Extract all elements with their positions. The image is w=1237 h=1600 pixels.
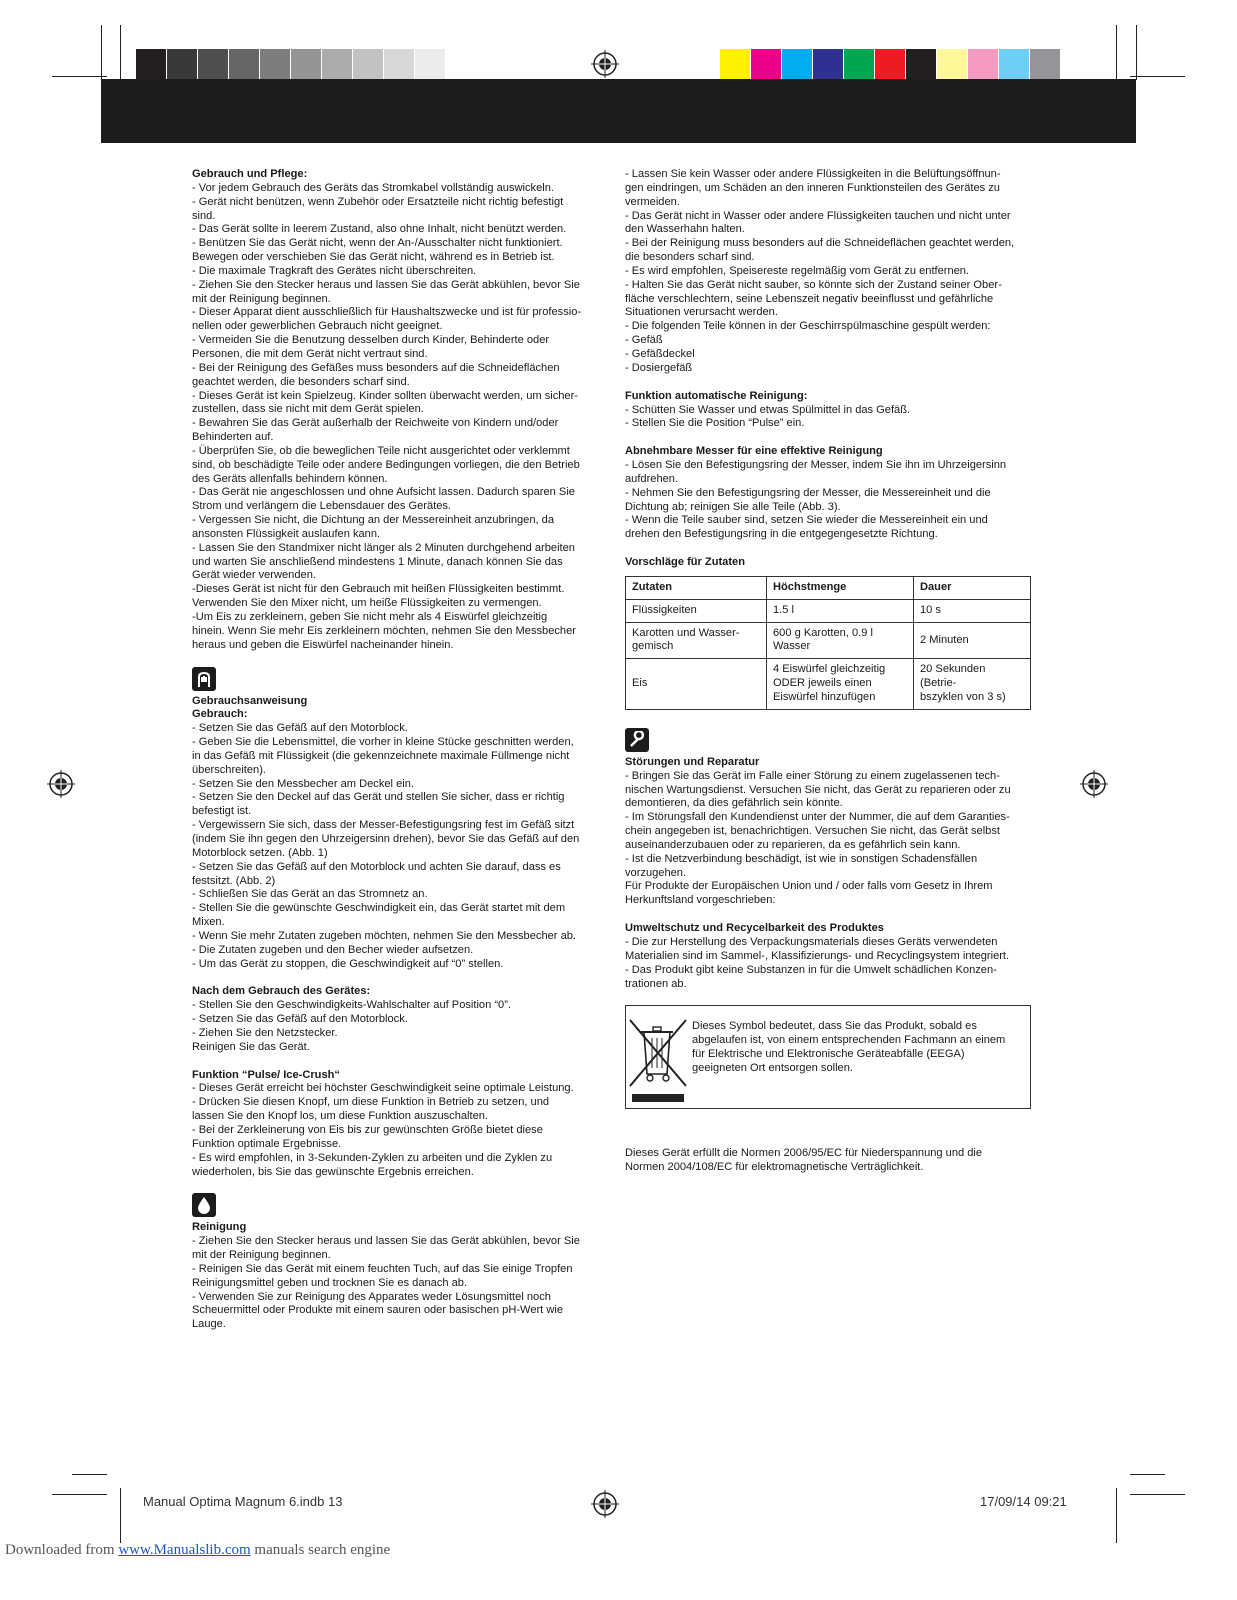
text-line: - Es wird empfohlen, Speisereste regelmäßig vom Gerät zu entfernen. xyxy=(625,264,970,277)
section-heading: Funktion “Pulse/ Ice-Crush“ xyxy=(192,1068,340,1081)
manualslib-link[interactable]: www.Manualslib.com xyxy=(118,1542,251,1558)
text-line: - Halten Sie das Gerät nicht sauber, so könnte sich der Zustand seiner Ober- xyxy=(625,278,1002,291)
section-heading: Gebrauchsanweisung xyxy=(192,694,308,707)
table-cell: 1.5 l xyxy=(767,599,914,622)
text-line: für Elektrische und Elektronische Geräteabfälle (EEGA) xyxy=(692,1048,965,1061)
text-line: - Wenn Sie mehr Zutaten zugeben möchten, nehmen Sie den Messbecher ab. xyxy=(192,929,576,942)
color-swatch xyxy=(751,49,782,81)
crop-mark xyxy=(101,25,102,80)
text-line: sind, ob beschädigte Teile oder andere Bedingungen vorliegen, die den Betrieb xyxy=(192,458,580,471)
color-swatch xyxy=(167,49,198,81)
text-line: sind. xyxy=(192,209,216,222)
text-line: fläche verschlechtern, seine Lebenszeit negativ beeinflusst und gefährliche xyxy=(625,292,994,305)
download-source-bar xyxy=(5,1542,390,1559)
registration-mark-icon xyxy=(1080,770,1108,798)
text-line: hinein. Wenn Sie mehr Eis zerkleinern möchten, nehmen Sie den Messbecher xyxy=(192,624,576,637)
text-line: in das Gefäß mit Flüssigkeit (die gekennzeichnete maximale Füllmenge nicht xyxy=(192,749,570,762)
text-line: Funktion optimale Ergebnisse. xyxy=(192,1137,342,1150)
section-body xyxy=(192,722,602,971)
text-line: - Lösen Sie den Befestigungsring der Messer, indem Sie ihn im Uhrzeigersinn xyxy=(625,459,1007,472)
crop-mark xyxy=(1116,1488,1117,1543)
crop-mark xyxy=(1130,1494,1185,1495)
text-line: - Stellen Sie die gewünschte Geschwindigkeit ein, das Gerät startet mit dem xyxy=(192,902,566,915)
color-calibration-bar xyxy=(720,49,1061,81)
text-line: - Schließen Sie das Gerät an das Stromnetz an. xyxy=(192,888,428,901)
text-line: - Setzen Sie den Deckel auf das Gerät und stellen Sie sicher, dass er richtig xyxy=(192,791,565,804)
text-line: - Das Gerät sollte in leerem Zustand, also ohne Inhalt, nicht benützt werden. xyxy=(192,223,567,236)
text-line: geeigneten Ort entsorgen sollen. xyxy=(692,1061,853,1074)
text-line: - Setzen Sie den Messbecher am Deckel ein. xyxy=(192,777,414,790)
crop-mark xyxy=(120,1488,121,1543)
table-header-cell: Dauer xyxy=(914,576,1031,599)
weee-text xyxy=(692,1020,1022,1075)
table-cell: 4 Eiswürfel gleichzeitig ODER jeweils einen Eiswürfel hinzufügen xyxy=(767,659,914,710)
text-line: - Ziehen Sie den Netzstecker. xyxy=(192,1026,338,1039)
text-line: - Verwenden Sie zur Reinigung des Apparates weder Lösungsmittel noch xyxy=(192,1290,551,1303)
table-cell: 600 g Karotten, 0.9 l Wasser xyxy=(767,622,914,659)
table-cell: 2 Minuten xyxy=(914,622,1031,659)
footer-file-info: Manual Optima Magnum 6.indb 13 xyxy=(143,1494,343,1509)
text-line: - Dosiergefäß xyxy=(625,361,693,374)
text-line: auseinanderzubauen oder zu reparieren, da es gefährlich sein kann. xyxy=(625,838,961,851)
text-line: Bewegen oder verschieben Sie das Gerät nicht, während es in Betrieb ist. xyxy=(192,251,555,264)
text-line: - Gerät nicht benützen, wenn Zubehör oder Ersatzteile nicht richtig befestigt xyxy=(192,195,564,208)
text-line: festsitzt. (Abb. 2) xyxy=(192,874,276,887)
table-row xyxy=(626,622,1031,659)
section-body xyxy=(192,1082,602,1179)
color-swatch xyxy=(415,49,446,81)
color-swatch xyxy=(968,49,999,81)
color-swatch xyxy=(198,49,229,81)
text-line: - Im Störungsfall den Kundendienst unter der Nummer, die auf dem Garanties- xyxy=(625,811,1010,824)
text-line: (indem Sie ihn gegen den Uhrzeigersinn drehen), bevor Sie das Gefäß auf den xyxy=(192,832,580,845)
text-line: aufdrehen. xyxy=(625,472,679,485)
text-line: - Vermeiden Sie die Benutzung desselben durch Kinder, Behinderte oder xyxy=(192,334,550,347)
text-line: heraus und geben die Eiswürfel nacheinander hinein. xyxy=(192,638,454,651)
text-line: - Drücken Sie diesen Knopf, um diese Funktion in Betrieb zu setzen, und xyxy=(192,1096,550,1109)
text-line: - Lassen Sie kein Wasser oder andere Flüssigkeiten in die Belüftungsöffnun- xyxy=(625,168,1001,180)
text-line: - Bei der Reinigung muss besonders auf die Schneideflächen geachtet werden, xyxy=(625,237,1015,250)
text-line: - Setzen Sie das Gefäß auf den Motorblock. xyxy=(192,1013,408,1026)
text-line: Situationen verursacht werden. xyxy=(625,306,778,319)
section-heading: Vorschläge für Zutaten xyxy=(625,556,745,569)
text-line: Lauge. xyxy=(192,1318,226,1331)
text-line: Mixen. xyxy=(192,916,225,929)
text-line: - Das Gerät nie angeschlossen und ohne Aufsicht lassen. Dadurch sparen Sie xyxy=(192,486,575,499)
text-line: - Wenn die Teile sauber sind, setzen Sie wieder die Messereinheit ein und xyxy=(625,514,988,527)
table-header-cell: Zutaten xyxy=(626,576,767,599)
section-heading: Gebrauch und Pflege: xyxy=(192,168,308,180)
color-swatch xyxy=(875,49,906,81)
text-line: des Geräts allenfalls behindern können. xyxy=(192,472,388,485)
text-line: Verwenden Sie den Mixer nicht, um heiße Flüssigkeiten zu vermengen. xyxy=(192,597,542,610)
text-line: -Dieses Gerät ist nicht für den Gebrauch mit heißen Flüssigkeiten bestimmt. xyxy=(192,583,565,596)
text-line: -Um Eis zu zerkleinern, geben Sie nicht mehr als 4 Eiswürfel gleichzeitig xyxy=(192,611,548,623)
text-line: - Stellen Sie den Geschwindigkeits-Wahlschalter auf Position “0”. xyxy=(192,999,511,1012)
text-line: Für Produkte der Europäischen Union und / oder falls vom Gesetz in Ihrem xyxy=(625,880,993,893)
text-line: - Reinigen Sie das Gerät mit einem feuchten Tuch, auf das Sie einige Tropfen xyxy=(192,1262,573,1275)
text-line: zustellen, dass sie nicht mit dem Gerät spielen. xyxy=(192,403,424,416)
text-line: nellen oder gewerblichen Gebrauch nicht geeignet. xyxy=(192,320,443,333)
text-line: die besonders scharf sind. xyxy=(625,251,755,264)
color-swatch xyxy=(906,49,937,81)
crop-mark xyxy=(1116,25,1117,80)
text-line: Gerät wieder verwenden. xyxy=(192,569,316,582)
water-drop-icon xyxy=(192,1193,216,1217)
norms-text xyxy=(625,1147,1035,1175)
color-swatch xyxy=(813,49,844,81)
registration-mark-icon xyxy=(591,1490,619,1518)
text-line: Scheuermittel oder Produkte mit einem sauren oder basischen pH-Wert wie xyxy=(192,1304,563,1317)
repair-wrench-icon xyxy=(625,728,649,752)
color-swatch xyxy=(844,49,875,81)
table-cell: Karotten und Wasser- gemisch xyxy=(626,622,767,659)
text-line: - Setzen Sie das Gefäß auf den Motorblock. xyxy=(192,722,408,735)
text-line: wiederholen, bis Sie das gewünschte Ergebnis erreichen. xyxy=(192,1165,474,1178)
table-cell: Flüssigkeiten xyxy=(626,599,767,622)
text-line: - Vor jedem Gebrauch des Geräts das Stromkabel vollständig auswickeln. xyxy=(192,181,554,194)
text-line: - Vergessen Sie nicht, die Dichtung an der Messereinheit anzubringen, da xyxy=(192,514,554,527)
text-line: überschreiten). xyxy=(192,763,266,776)
registration-mark-icon xyxy=(591,50,619,78)
registration-mark-icon xyxy=(47,770,75,798)
text-line: nischen Wartungsdienst. Versuchen Sie nicht, das Gerät zu reparieren oder zu xyxy=(625,783,1011,796)
color-swatch xyxy=(136,49,167,81)
weee-notice-box xyxy=(625,1005,1031,1109)
table-header-row xyxy=(626,576,1031,599)
section-body xyxy=(192,1235,602,1332)
table-header-cell: Höchstmenge xyxy=(767,576,914,599)
text-line: Motorblock setzen. (Abb. 1) xyxy=(192,846,328,859)
text-line: Herkunftsland vorgeschrieben: xyxy=(625,894,776,907)
section-subheading: Gebrauch: xyxy=(192,708,248,721)
text-line: Personen, die mit dem Gerät nicht vertraut sind. xyxy=(192,347,428,360)
text-line: - Bringen Sie das Gerät im Falle einer Störung zu einem zugelassenen tech- xyxy=(625,769,1000,782)
crop-mark xyxy=(1136,25,1137,80)
text-line: - Bewahren Sie das Gerät außerhalb der Reichweite von Kindern und/oder xyxy=(192,417,559,430)
text-line: lassen Sie den Knopf los, um diese Funktion auszuschalten. xyxy=(192,1110,489,1123)
section-body xyxy=(192,999,602,1054)
text-line: vorzugehen. xyxy=(625,866,687,879)
section-body xyxy=(625,459,1035,542)
section-body xyxy=(625,168,1035,376)
text-line: Reinigungsmittel geben und trocknen Sie es danach ab. xyxy=(192,1276,468,1289)
text-line: Materialien sind im Sammel-, Klassifizierungs- und Recyclingsystem integriert. xyxy=(625,949,1010,962)
text-line: - Bei der Zerkleinerung von Eis bis zur gewünschten Größe bietet diese xyxy=(192,1124,543,1136)
table-row xyxy=(626,599,1031,622)
section-body xyxy=(192,182,602,653)
footer-datetime: 17/09/14 09:21 xyxy=(980,1494,1067,1509)
text-line: Strom und verlängern die Lebensdauer des Gerätes. xyxy=(192,500,452,513)
color-swatch xyxy=(291,49,322,81)
color-swatch xyxy=(446,49,477,81)
section-heading: Umweltschutz und Recycelbarkeit des Produktes xyxy=(625,922,884,935)
crop-mark xyxy=(1130,76,1185,77)
left-column xyxy=(192,168,602,1332)
text-line: - Dieses Gerät ist kein Spielzeug. Kinder sollten überwacht werden, um sicher- xyxy=(192,389,578,402)
text-line: - Geben Sie die Lebensmittel, die vorher in kleine Stücke geschnitten werden, xyxy=(192,736,574,749)
download-prefix: Downloaded from xyxy=(5,1542,115,1558)
ingredients-table xyxy=(625,576,1031,710)
text-line: - Setzen Sie das Gefäß auf den Motorblock und achten Sie darauf, dass es xyxy=(192,860,561,873)
color-swatch xyxy=(782,49,813,81)
section-heading: Funktion automatische Reinigung: xyxy=(625,389,808,402)
crop-mark xyxy=(52,1494,107,1495)
text-line: - Schütten Sie Wasser und etwas Spülmittel in das Gefäß. xyxy=(625,403,911,416)
section-heading: Abnehmbare Messer für eine effektive Reinigung xyxy=(625,445,883,458)
text-line: drehen den Befestigungsring in die entgegengesetzte Richtung. xyxy=(625,528,938,541)
text-line: - Nehmen Sie den Befestigungsring der Messer, die Messereinheit und die xyxy=(625,486,991,499)
text-line: Behinderten auf. xyxy=(192,431,274,444)
text-line: - Benützen Sie das Gerät nicht, wenn der An-/Ausschalter nicht funktioniert. xyxy=(192,237,563,250)
download-suffix: manuals search engine xyxy=(250,1542,391,1558)
header-bar xyxy=(101,79,1136,143)
section-body xyxy=(625,770,1035,908)
text-line: demontieren, da dies gefährlich sein könnte. xyxy=(625,797,843,810)
text-line: - Gefäß xyxy=(625,334,663,347)
text-line: - Lassen Sie den Standmixer nicht länger als 2 Minuten durchgehend arbeiten xyxy=(192,541,575,554)
text-line: - Die maximale Tragkraft des Gerätes nicht überschreiten. xyxy=(192,264,477,277)
text-line: mit der Reinigung beginnen. xyxy=(192,1249,331,1262)
text-line: Dichtung ab; reinigen Sie alle Teile (Abb. 3). xyxy=(625,500,841,513)
text-line: vermeiden. xyxy=(625,195,680,208)
text-line: - Das Produkt gibt keine Substanzen in für die Umwelt schädlichen Konzen- xyxy=(625,963,997,976)
text-line: und warten Sie anschließend mindestens 1 Minute, danach können Sie das xyxy=(192,555,563,568)
section-body xyxy=(625,936,1035,991)
text-line: trationen ab. xyxy=(625,977,687,990)
crop-mark xyxy=(52,76,107,77)
text-line: abgelaufen ist, von einem entsprechenden Fachmann an einem xyxy=(692,1034,1006,1047)
text-line: - Bei der Reinigung des Gefäßes muss besonders auf die Schneideflächen xyxy=(192,361,560,374)
text-line: ansonsten Flüssigkeit auslaufen kann. xyxy=(192,527,381,540)
text-line: - Die folgenden Teile können in der Geschirrspülmaschine gespült werden: xyxy=(625,320,991,333)
text-line: - Vergewissern Sie sich, dass der Messer-Befestigungsring fest im Gefäß sitzt xyxy=(192,819,575,832)
text-line: - Überprüfen Sie, ob die beweglichen Teile nicht ausgerichtet oder verklemmt xyxy=(192,444,570,457)
table-cell: 10 s xyxy=(914,599,1031,622)
color-swatch xyxy=(937,49,968,81)
text-line: Dieses Symbol bedeutet, dass Sie das Produkt, sobald es xyxy=(692,1020,977,1033)
crop-mark xyxy=(1130,1474,1165,1475)
text-line: - Dieser Apparat dient ausschließlich für Haushaltszwecke und ist für professio- xyxy=(192,306,582,319)
text-line: - Die zur Herstellung des Verpackungsmaterials dieses Geräts verwendeten xyxy=(625,935,998,948)
text-line: Reinigen Sie das Gerät. xyxy=(192,1040,310,1053)
text-line: - Die Zutaten zugeben und den Becher wieder aufsetzen. xyxy=(192,943,474,956)
color-swatch xyxy=(260,49,291,81)
table-row xyxy=(626,659,1031,710)
color-swatch xyxy=(720,49,751,81)
color-swatch xyxy=(322,49,353,81)
text-line: befestigt ist. xyxy=(192,805,252,818)
text-line: - Stellen Sie die Position “Pulse” ein. xyxy=(625,417,805,430)
table-cell: Eis xyxy=(626,659,767,710)
text-line: - Ziehen Sie den Stecker heraus und lassen Sie das Gerät abkühlen, bevor Sie xyxy=(192,1235,580,1248)
text-line: Dieses Gerät erfüllt die Normen 2006/95/EC für Niederspannung und die xyxy=(625,1147,983,1160)
crossed-bin-icon xyxy=(626,1016,692,1102)
text-line: den Wasserhahn halten. xyxy=(625,223,745,236)
section-body xyxy=(625,404,1035,432)
color-swatch xyxy=(229,49,260,81)
section-heading: Reinigung xyxy=(192,1221,247,1234)
section-heading: Nach dem Gebrauch des Gerätes: xyxy=(192,985,371,998)
text-line: - Dieses Gerät erreicht bei höchster Geschwindigkeit seine optimale Leistung. xyxy=(192,1082,574,1095)
text-line: - Das Gerät nicht in Wasser oder andere Flüssigkeiten tauchen und nicht unter xyxy=(625,209,1011,222)
text-line: mit der Reinigung beginnen. xyxy=(192,292,331,305)
text-line: - Um das Gerät zu stoppen, die Geschwindigkeit auf “0” stellen. xyxy=(192,957,504,970)
table-cell: 20 Sekunden (Betrie- bszyklen von 3 s) xyxy=(914,659,1031,710)
text-line: - Ziehen Sie den Stecker heraus und lassen Sie das Gerät abkühlen, bevor Sie xyxy=(192,278,580,291)
right-column xyxy=(625,168,1035,1175)
text-line: - Ist die Netzverbindung beschädigt, ist wie in sonstigen Schadensfällen xyxy=(625,852,978,865)
text-line: - Gefäßdeckel xyxy=(625,347,695,360)
section-heading: Störungen und Reparatur xyxy=(625,755,760,768)
crop-mark xyxy=(72,1474,107,1475)
color-swatch xyxy=(1030,49,1061,81)
text-line: gen eindringen, um Schäden an den inneren Funktionsteilen des Gerätes zu xyxy=(625,181,1000,194)
color-swatch xyxy=(384,49,415,81)
gray-calibration-bar xyxy=(136,49,477,81)
color-swatch xyxy=(999,49,1030,81)
text-line: Normen 2004/108/EC für elektromagnetische Verträglichkeit. xyxy=(625,1161,924,1174)
text-line: - Es wird empfohlen, in 3-Sekunden-Zyklen zu arbeiten und die Zyklen zu xyxy=(192,1151,553,1164)
text-line: chein angegeben ist, benachrichtigen. Versuchen Sie nicht, das Gerät selbst xyxy=(625,825,1000,838)
crop-mark xyxy=(120,25,121,80)
color-swatch xyxy=(353,49,384,81)
text-line: geachtet werden, die besonders scharf sind. xyxy=(192,375,410,388)
usage-hand-icon xyxy=(192,667,216,691)
